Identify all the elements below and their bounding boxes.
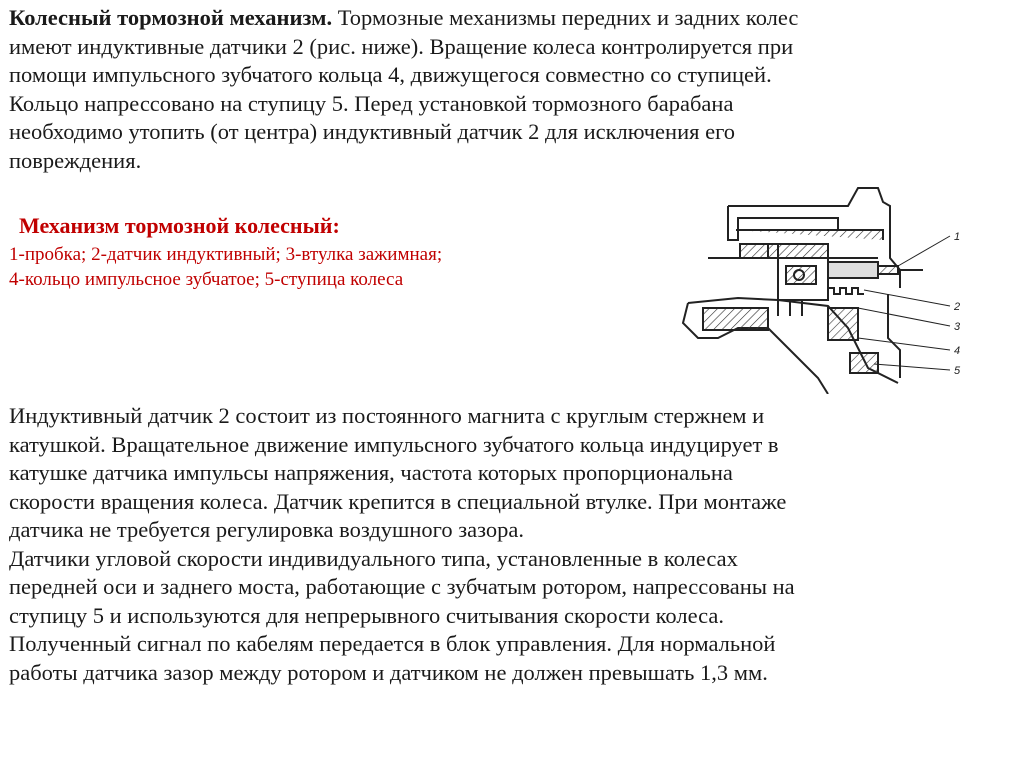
leader-lines [858, 236, 950, 370]
figure-caption [9, 210, 649, 292]
body-line-2: катушкой. Вращательное движение импульсного зубчатого кольца индуцирует в [9, 431, 779, 457]
body-line-9: Полученный сигнал по кабелям передается в блок управления. Для нормальной [9, 631, 776, 656]
body-line-3: катушке датчика импульсы напряжения, частота которых пропорциональна [9, 460, 733, 485]
caption-line-2: 4-кольцо импульсное зубчатое; 5-ступица колеса [9, 269, 404, 290]
brake-mechanism-drawing [678, 178, 970, 394]
intro-title: Колесный тормозной механизм. [9, 5, 333, 30]
caption-title: Механизм тормозной колесный: [19, 213, 340, 238]
body-line-5: датчика не требуется регулировка воздушного зазора. [9, 517, 524, 542]
intro-paragraph [9, 4, 1013, 175]
body-line-8: ступицу 5 и используются для непрерывного считывания скорости колеса. [9, 602, 725, 628]
intro-line-2: имеют индуктивные датчики 2 (рис. ниже). Вращение колеса контролируется при [9, 33, 794, 59]
intro-line-1 [9, 4, 1013, 33]
intro-line-4: Кольцо напрессовано на ступицу 5. Перед установкой тормозного барабана [9, 90, 734, 116]
intro-text-1: Тормозные механизмы передних и задних колес [332, 5, 799, 30]
body-line-6: Датчики угловой скорости индивидуального типа, установленные в колесах [9, 545, 738, 571]
drawing-outline [683, 188, 923, 394]
figure-label-5: 5 [954, 365, 961, 377]
body-line-10: работы датчика зазор между ротором и датчиком не должен превышать 1,3 мм. [9, 659, 768, 685]
intro-line-3: помощи импульсного зубчатого кольца 4, движущегося совместно со ступицей. [9, 62, 772, 87]
intro-line-6: повреждения. [9, 147, 142, 173]
caption-line-1: 1-пробка; 2-датчик индуктивный; 3-втулка зажимная; [9, 244, 443, 265]
figure-label-3: 3 [954, 321, 961, 333]
figure-label-4: 4 [954, 345, 961, 357]
figure-label-2: 2 [954, 301, 961, 313]
body-line-7: передней оси и заднего моста, работающие с зубчатым ротором, напрессованы на [9, 574, 795, 599]
body-paragraph [9, 402, 1013, 687]
body-line-1: Индуктивный датчик 2 состоит из постоянного магнита с круглым стержнем и [9, 403, 765, 428]
intro-line-5: необходимо утопить (от центра) индуктивный датчик 2 для исключения его [9, 119, 735, 144]
figure-label-1: 1 [954, 231, 961, 243]
body-line-4: скорости вращения колеса. Датчик крепится в специальной втулке. При монтаже [9, 488, 787, 514]
